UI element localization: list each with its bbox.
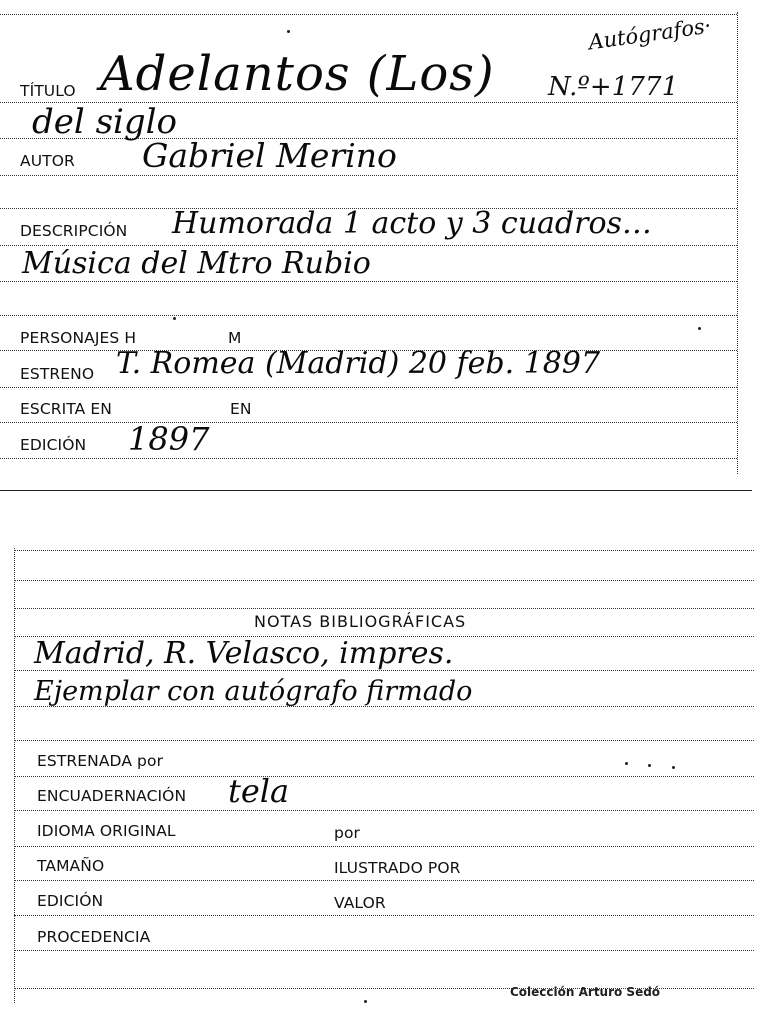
- en-label: EN: [230, 400, 252, 418]
- rule: [0, 315, 737, 316]
- rule: [14, 740, 754, 741]
- rule: [0, 458, 737, 459]
- ink-speck: [625, 762, 628, 765]
- encuadernacion-label: ENCUADERNACIÓN: [37, 787, 187, 805]
- rule: [14, 880, 754, 881]
- rule: [14, 810, 754, 811]
- card-right-border: [737, 12, 738, 474]
- idioma-label: IDIOMA ORIGINAL: [37, 822, 176, 840]
- numero-text: N.º+1771: [548, 72, 679, 102]
- rule: [0, 387, 737, 388]
- ilustrado-label: ILUSTRADO POR: [334, 859, 461, 877]
- escrita-en-label: ESCRITA EN: [20, 400, 112, 418]
- notas-line-1: Madrid, R. Velasco, impres.: [34, 636, 454, 671]
- encuadernacion-value: tela: [228, 772, 290, 810]
- ink-speck: [698, 327, 701, 330]
- rule: [14, 915, 754, 916]
- ink-speck: [173, 317, 176, 320]
- estreno-value: T. Romea (Madrid) 20 feb. 1897: [116, 346, 601, 381]
- estrenada-label: ESTRENADA por: [37, 752, 164, 770]
- por-label: por: [334, 824, 360, 842]
- edicion-label: EDICIÓN: [20, 436, 87, 454]
- catalog-card-back: [0, 540, 759, 1020]
- rule: [0, 175, 737, 176]
- descripcion-value-continued: Música del Mtro Rubio: [22, 246, 371, 281]
- rule: [14, 950, 754, 951]
- corner-note: Autógrafos·: [586, 13, 713, 55]
- rule: [0, 422, 737, 423]
- autor-label: AUTOR: [20, 152, 75, 170]
- descripcion-value: Humorada 1 acto y 3 cuadros…: [172, 206, 652, 241]
- edicion-value: 1897: [128, 420, 210, 458]
- ink-speck: [672, 766, 675, 769]
- rule: [0, 281, 737, 282]
- titulo-value: Adelantos (Los): [100, 46, 495, 102]
- edicion-label: EDICIÓN: [37, 892, 104, 910]
- descripcion-label: DESCRIPCIÓN: [20, 222, 128, 240]
- rule: [14, 846, 754, 847]
- titulo-label: TÍTULO: [20, 82, 76, 100]
- rule: [14, 580, 754, 581]
- valor-label: VALOR: [334, 894, 386, 912]
- rule: [14, 776, 754, 777]
- tamano-label: TAMAÑO: [37, 857, 105, 875]
- catalog-card-front: [0, 0, 759, 495]
- notas-line-2: Ejemplar con autógrafo firmado: [34, 676, 473, 707]
- ink-speck: [364, 1000, 367, 1003]
- card-bottom-edge: [0, 490, 752, 491]
- procedencia-label: PROCEDENCIA: [37, 928, 151, 946]
- personajes-label: PERSONAJES H: [20, 329, 137, 347]
- notas-heading: NOTAS BIBLIOGRÁFICAS: [254, 612, 467, 631]
- rule-top: [14, 550, 754, 551]
- titulo-value-continued: del siglo: [32, 102, 177, 142]
- rule: [14, 608, 754, 609]
- ink-speck: [648, 764, 651, 767]
- personajes-m-label: M: [228, 329, 242, 347]
- estreno-label: ESTRENO: [20, 365, 95, 383]
- ink-speck: [287, 30, 290, 33]
- collection-footer: Colección Arturo Sedó: [510, 985, 661, 999]
- autor-value: Gabriel Merino: [142, 136, 397, 175]
- numero: [548, 72, 679, 110]
- rule-top: [0, 14, 737, 15]
